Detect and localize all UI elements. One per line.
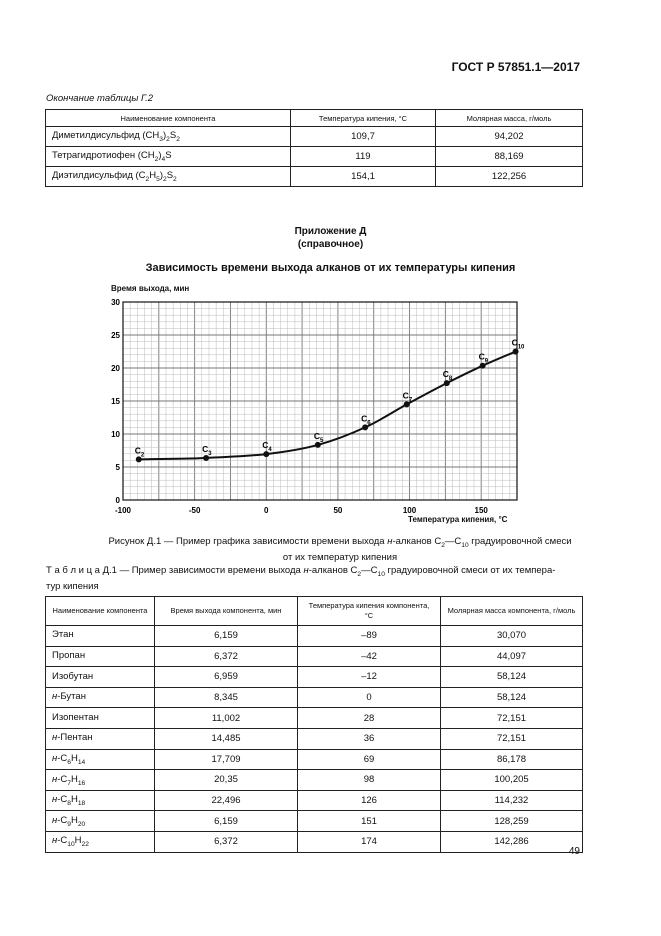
table-row (46, 831, 583, 852)
x-tick-label: -50 (188, 506, 201, 515)
y-tick-label: 30 (111, 298, 120, 307)
molar-mass: 58,124 (441, 687, 583, 708)
column-header: Наименование компонента (46, 110, 291, 127)
x-tick-label: 0 (264, 506, 269, 515)
component-name: $н-C_{10}H_{22}$ (46, 831, 155, 852)
y-tick-label: 10 (111, 430, 120, 439)
boiling-temp: 0 (298, 687, 441, 708)
x-axis-label: Температура кипения, °С (408, 515, 508, 524)
boiling-temp: –89 (298, 626, 441, 647)
boiling-temp: 154,1 (291, 167, 436, 187)
molar-mass: 128,259 (441, 811, 583, 832)
x-tick-label: 50 (333, 506, 343, 515)
molar-mass: 30,070 (441, 626, 583, 647)
boiling-temp: 98 (298, 770, 441, 791)
appendix-title: Приложение Д (294, 226, 367, 237)
column-header: Температура кипения, °С (291, 110, 436, 127)
molar-mass: 94,202 (436, 127, 583, 147)
point-label: $C_5$ (313, 430, 324, 444)
boiling-temp: 36 (298, 728, 441, 749)
component-name: $н-C_8H_{18}$ (46, 790, 155, 811)
y-tick-label: 5 (115, 463, 120, 472)
retention-time: 8,345 (155, 687, 298, 708)
table-row (46, 749, 583, 770)
table-row (46, 811, 583, 832)
table-d1-caption: Т а б л и ц а Д.1 — Пример зависимости времени выхода н-алканов $С_2—С_{10}$ градуировочной смеси от их темпера- тур кипения (46, 565, 556, 592)
point-label: $C_3$ (202, 443, 212, 457)
table-row (46, 728, 583, 749)
component-name: Диметилдисульфид $(CH_3)_2S_2$ (46, 127, 291, 147)
y-tick-label: 20 (111, 364, 120, 373)
component-name: Изобутан (46, 667, 155, 688)
boiling-temp: 151 (298, 811, 441, 832)
y-tick-label: 15 (111, 397, 120, 406)
x-tick-label: 100 (402, 506, 417, 515)
retention-time: 11,002 (155, 708, 298, 729)
column-header: Наименование компонента (46, 597, 155, 626)
table-row (46, 687, 583, 708)
component-name: Изопентан (46, 708, 155, 729)
y-tick-label: 25 (111, 331, 120, 340)
molar-mass: 72,151 (441, 708, 583, 729)
column-header: Время выхода компонента, мин (155, 597, 298, 626)
component-name: Этан (46, 626, 155, 647)
molar-mass: 72,151 (441, 728, 583, 749)
boiling-temp: –12 (298, 667, 441, 688)
table-row (46, 770, 583, 791)
table-body (46, 626, 583, 853)
table-row (46, 667, 583, 688)
point-label: $C_4$ (262, 440, 272, 454)
component-name: н-Пентан (46, 728, 155, 749)
column-header: Молярная масса компонента, г/моль (441, 597, 583, 626)
appendix-subtitle: (справочное) (297, 239, 364, 250)
y-tick-label: 0 (115, 496, 120, 505)
component-name: Пропан (46, 646, 155, 667)
molar-mass: 100,205 (441, 770, 583, 791)
x-tick-label: -100 (114, 506, 132, 515)
component-name: $н-C_9H_{20}$ (46, 811, 155, 832)
retention-time: 6,959 (155, 667, 298, 688)
boiling-temp: 119 (291, 147, 436, 167)
point-label: $C_7$ (402, 390, 413, 404)
page-number: 49 (568, 846, 580, 857)
point-label: $C_8$ (442, 369, 453, 383)
molar-mass: 58,124 (441, 667, 583, 688)
molar-mass: 86,178 (441, 749, 583, 770)
molar-mass: 88,169 (436, 147, 583, 167)
table-row (46, 790, 583, 811)
boiling-temp: 28 (298, 708, 441, 729)
document-header: ГОСТ Р 57851.1—2017 (451, 60, 580, 74)
molar-mass: 142,286 (441, 831, 583, 852)
table-row (46, 708, 583, 729)
table-header-row (46, 597, 583, 626)
retention-time: 6,159 (155, 811, 298, 832)
y-axis-label: Время выхода, мин (111, 284, 190, 293)
boiling-temp: –42 (298, 646, 441, 667)
molar-mass: 44,097 (441, 646, 583, 667)
point-label: $C_{10}$ (511, 337, 525, 351)
boiling-temp: 174 (298, 831, 441, 852)
retention-time: 17,709 (155, 749, 298, 770)
retention-time: 6,372 (155, 831, 298, 852)
point-label: $C_6$ (361, 413, 371, 427)
table-row (46, 646, 583, 667)
table-g2-caption: Окончание таблицы Г.2 (46, 93, 154, 104)
point-label: $C_9$ (478, 351, 489, 365)
column-header: Температура кипения компонента, °С (298, 597, 441, 626)
molar-mass: 122,256 (436, 167, 583, 187)
figure-caption: Рисунок Д.1 — Пример графика зависимости времени выхода н-алканов $С_2—С_{10}$ градуировочной смеси от их температур кипения (108, 536, 572, 563)
table-d1 (45, 596, 583, 853)
boiling-temp: 126 (298, 790, 441, 811)
boiling-temp: 69 (298, 749, 441, 770)
component-name: $н-C_6H_{14}$ (46, 749, 155, 770)
column-header: Молярная масса, г/моль (436, 110, 583, 127)
boiling-temp: 109,7 (291, 127, 436, 147)
component-name: Диэтилдисульфид $(C_2H_5)_2S_2$ (46, 167, 291, 187)
retention-time: 20,35 (155, 770, 298, 791)
molar-mass: 114,232 (441, 790, 583, 811)
chart-title: Зависимость времени выхода алканов от их температуры кипения (145, 262, 516, 274)
retention-time: 6,159 (155, 626, 298, 647)
point-label: $C_2$ (134, 445, 145, 459)
retention-time: 14,485 (155, 728, 298, 749)
retention-time: 6,372 (155, 646, 298, 667)
component-name: $н-C_7H_{16}$ (46, 770, 155, 791)
retention-time: 22,496 (155, 790, 298, 811)
component-name: Тетрагидротиофен $(CH_2)_4S$ (46, 147, 291, 167)
component-name: н-Бутан (46, 687, 155, 708)
table-row (46, 626, 583, 647)
x-tick-label: 150 (474, 506, 488, 515)
